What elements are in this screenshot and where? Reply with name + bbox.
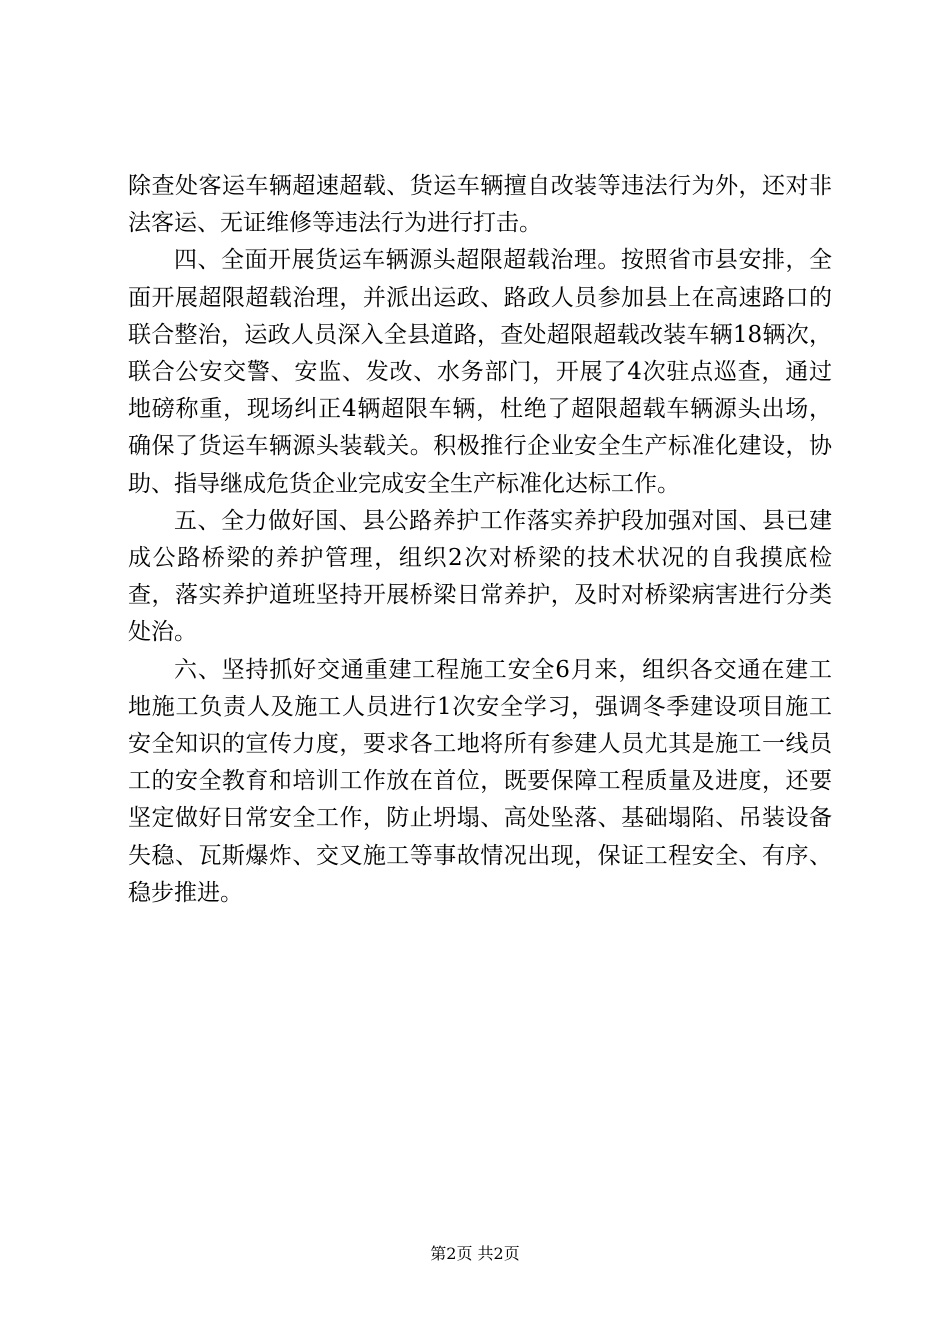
page-footer: 第2页 共2页 [430, 1244, 520, 1263]
document-body [128, 168, 832, 912]
paragraph-section-5: 五、全力做好国、县公路养护工作落实养护段加强对国、县已建成公路桥梁的养护管理，组织2次对桥梁的技术状况的自我摸底检查，落实养护道班坚持开展桥梁日常养护，及时对桥梁病害进行分类处治。 [128, 507, 832, 646]
paragraph-section-6: 六、坚持抓好交通重建工程施工安全6月来，组织各交通在建工地施工负责人及施工人员进行1次安全学习，强调冬季建设项目施工安全知识的宣传力度，要求各工地将所有参建人员尤其是施工一线员工的安全教育和培训工作放在首位，既要保障工程质量及进度，还要坚定做好日常安全工作，防止坍塌、高处坠落、基础塌陷、吊装设备失稳、瓦斯爆炸、交叉施工等事故情况出现，保证工程安全、有序、稳步推进。 [128, 656, 832, 906]
paragraph-continuation: 除查处客运车辆超速超载、货运车辆擅自改装等违法行为外，还对非法客运、无证维修等违法行为进行打击。 [128, 173, 832, 237]
paragraph-section-4: 四、全面开展货运车辆源头超限超载治理。按照省市县安排，全面开展超限超载治理，并派出运政、路政人员参加县上在高速路口的联合整治，运政人员深入全县道路，查处超限超载改装车辆18辆次，联合公安交警、安监、发改、水务部门，开展了4次驻点巡查，通过地磅称重，现场纠正4辆超限车辆，杜绝了超限超载车辆源头出场，确保了货运车辆源头装载关。积极推行企业安全生产标准化建设，协助、指导继成危货企业完成安全生产标准化达标工作。 [128, 247, 832, 497]
